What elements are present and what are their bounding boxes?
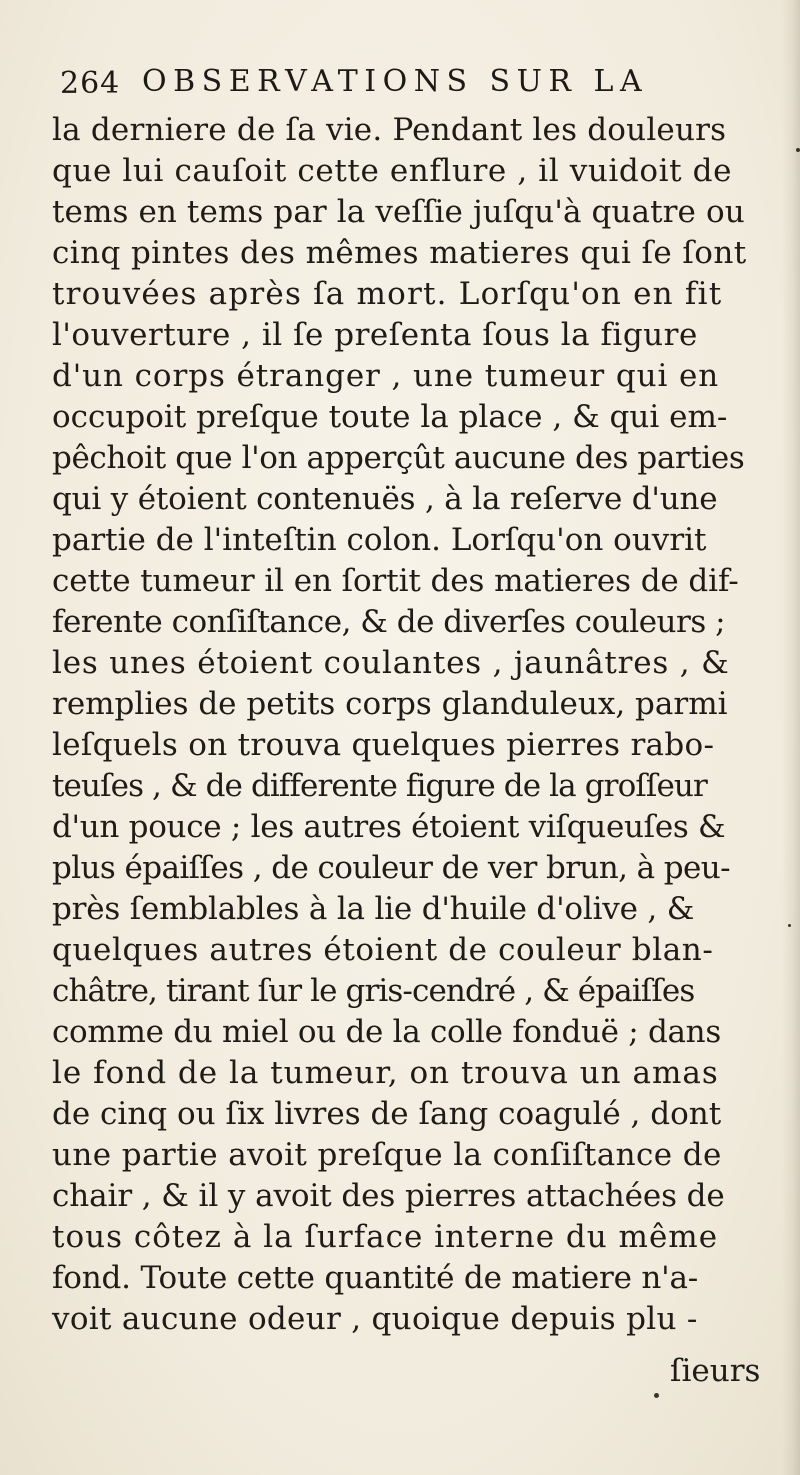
text-line: fond. Toute cette quantité de matiere n'a- [52,1260,699,1296]
text-line: que lui cauſoit cette enflure , il vuidoit de [52,153,733,189]
text-line: l'ouverture , il ſe preſenta ſous la figure [52,317,698,353]
text-line: occupoit preſque toute la place , & qui em- [52,399,728,435]
text-line: la derniere de ſa vie. Pendant les douleurs [52,112,727,148]
text-line: comme du miel ou de la colle fonduë ; dans [52,1014,721,1050]
text-line: quelques autres étoient de couleur blan- [52,932,714,968]
ink-speck [788,924,791,927]
running-title: OBSERVATIONS SUR LA [142,64,649,99]
text-line: d'un corps étranger , une tumeur qui en [52,358,720,394]
page-header [60,62,750,112]
text-line: qui y étoient contenuës , à la reſerve d'une [52,481,718,517]
text-line: une partie avoit preſque la conſiſtance de [52,1137,722,1173]
page-edge-shadow [782,0,800,1475]
text-line: plus épaiſſes , de couleur de ver brun, à peu- [52,850,731,886]
text-line: teuſes , & de differente figure de la groſſeur [52,768,707,804]
text-line: près ſemblables à la lie d'huile d'olive , & [52,891,695,927]
catchword: ſieurs [670,1353,761,1389]
text-line: leſquels on trouva quelques pierres rabo- [52,727,715,763]
text-line: cette tumeur il en ſortit des matieres de dif- [52,563,739,599]
ink-speck [654,1393,659,1398]
text-line: tous côtez à la ſurface interne du même [52,1219,719,1255]
text-line: le fond de la tumeur, on trouva un amas [52,1055,719,1091]
text-line: châtre, tirant ſur le gris-cendré , & épaiſſes [52,973,695,1009]
text-line: d'un pouce ; les autres étoient viſqueuſes & [52,809,726,845]
page-number: 264 [60,66,121,101]
text-line: ferente conſiſtance, & de diverſes couleurs ; [52,604,726,640]
text-line: tems en tems par la veſſie juſqu'à quatre ou [52,194,745,230]
text-line: trouvées après ſa mort. Lorſqu'on en fit [52,276,723,312]
text-line: pêchoit que l'on apperçût aucune des parties [52,440,745,476]
text-line: voit aucune odeur , quoique depuis plu - [52,1301,698,1337]
text-line: chair , & il y avoit des pierres attachées de [52,1178,725,1214]
text-line: les unes étoient coulantes , jaunâtres , & [52,645,730,681]
ink-speck [796,148,800,152]
text-line: partie de l'inteſtin colon. Lorſqu'on ouvrit [52,522,707,558]
text-line: de cinq ou ſix livres de ſang coagulé , dont [52,1096,722,1132]
text-line: cinq pintes des mêmes matieres qui ſe ſont [52,235,747,271]
text-line: remplies de petits corps glanduleux, parmi [52,686,728,722]
